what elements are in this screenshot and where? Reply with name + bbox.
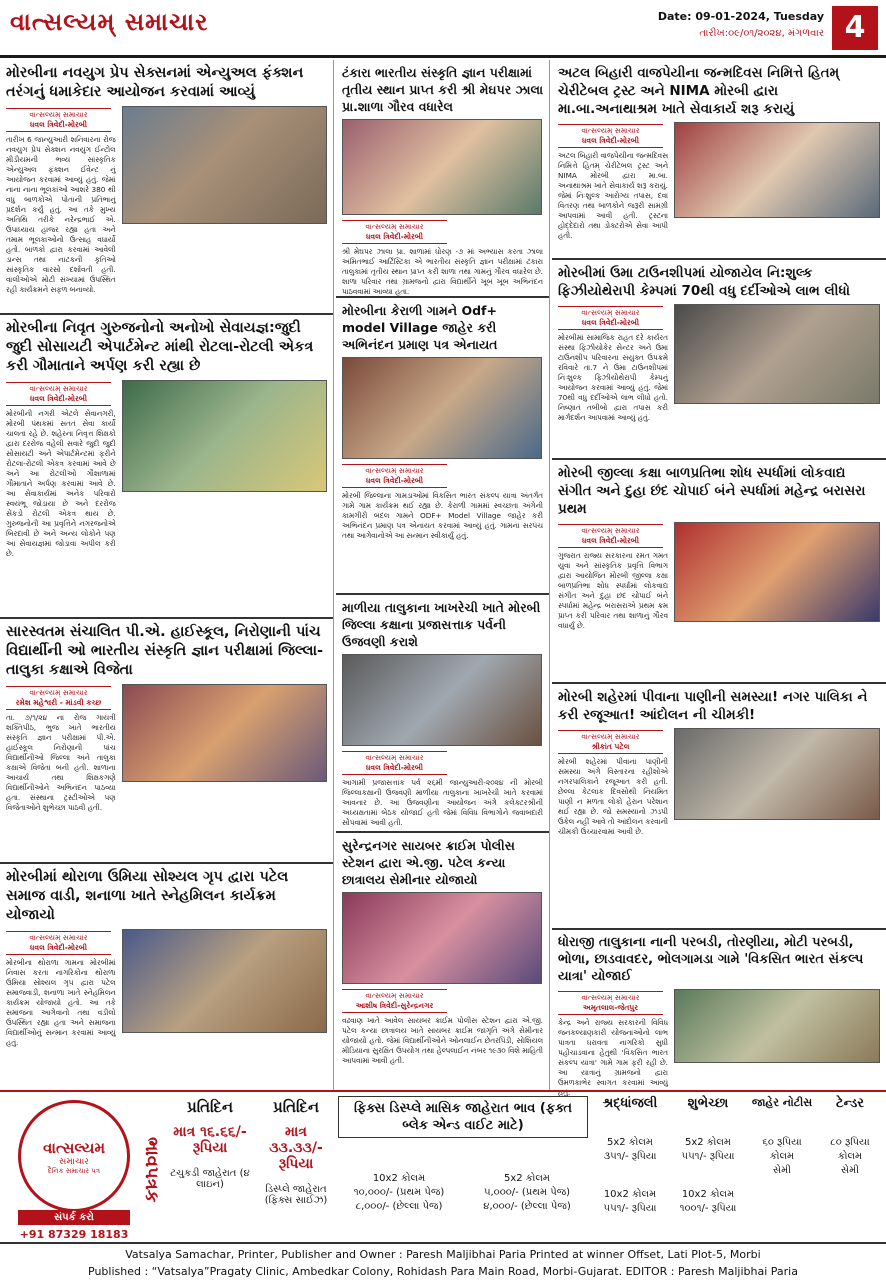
story-body: અટલ બિહારી વાજપેયીના જન્મદિવસ નિમિત્તે હિતમ્ ચેરીટેબલ ટ્રસ્ટ અને NIMA મોરબી દ્વારા મા.બા. અનાથાશ્રમ ખાતે સેવાકાર્ય શરૂ કરાયું. જેમાં નિઃશુલ્ક આરોગ્ય તપાસ, દવા વિતરણ તથા બાળકોને જરૂરી સામગ્રી આપવામાં આવી હતી. ટ્રસ્ટના હોદ્દેદારો તથા ડોક્ટરોએ સેવા આપી હતી. — [558, 151, 668, 240]
byline: વાત્સલ્યમ્ સમાચાર ધવલ ત્રિવેદી-મોરબી — [6, 108, 111, 132]
photo-student-award — [342, 119, 542, 215]
story-headline: સારસ્વતમ સંચાલિત પી.એ. હાઈસ્કૂલ, નિરોણાની પાંચ વિદ્યાર્થીની ઓ ભારતીય સંસ્કૃતિ જ્ઞાન પરીક્ષામાં જિલ્લા-તાલુકા કક્ષાએ વિજેતા — [6, 624, 324, 678]
masthead — [0, 0, 886, 58]
photo-orphanage-seva — [674, 122, 880, 218]
story-headline: ટંકારા ભારતીય સંસ્કૃતિ જ્ઞાન પરીક્ષામાં તૃતીય સ્થાન પ્રાપ્ત કરી શ્રી મેઘપર ઝાલા પ્રા.શાળા ગૌરવ વધારેલ — [342, 65, 544, 114]
column-3 — [552, 60, 886, 1097]
rate-daily-display: પ્રતિદિન માત્ર ૩૩.૩૩/- રૂપિયા ડિસ્પ્લે જાહેરાત (ફિક્સ સાઈઝ) — [264, 1098, 328, 1206]
story-headline: મોરબીમાં ઉમા ટાઉનશીપમાં યોજાયેલ નિ:શુલ્ક ફિઝીયોથેરાપી કેમ્પમાં 70થી વધુ દર્દીઓએ લાભ લીધો — [558, 265, 850, 299]
byline: વાત્સલ્યમ્ સમાચાર અમૃતલાલ-જેતપુર — [558, 991, 663, 1015]
public-notice-rate: ૬૦ રૂપિયા કોલમ સેમી — [762, 1137, 802, 1176]
story-headline: માળીયા તાલુકાના ખાખરેચી ખાતે મોરબી જિલ્લા કક્ષાના પ્રજાસત્તાક પર્વની ઉજવણી કરાશે — [342, 600, 541, 649]
shubhechha-10x2: 10x2 કોલમ ૧૦૦૧/- રૂપિયા — [679, 1189, 737, 1214]
story-body: વઢવાણ ખાતે આવેલ સાયબર ક્રાઈમ પોલીસ સ્ટેશન દ્વારા એ.જી. પટેલ કન્યા છાત્રાલય ખાતે સાયબર ક્રાઈમ જાગૃતિ અંગે સેમીનાર યોજાયો હતો. જેમાં વિદ્યાર્થીનીઓને ઓનલાઈન છેતરપિંડી, સોશિયલ મીડિયાના સુરક્ષિત ઉપયોગ તથા હેલ્પલાઈન નંબર ૧૯૩૦ વિશે માહિતી આપવામાં આવી હતી. — [342, 1016, 543, 1065]
rate-card-vertical-title: ભાવપત્રક — [141, 1137, 162, 1203]
fixed-display-title: ફિક્સ ડિસ્પ્લે માસિક જાહેરાત ભાવ (ફક્ત બ્લેક એન્ડ વાઈટ માટે) — [338, 1096, 588, 1138]
photo-students-winners — [122, 684, 327, 782]
story-body: મોરબી શહેરમાં પીવાના પાણીની સમસ્યા અંગે વિસ્તારના રહીશોએ નગરપાલિકાને રજૂઆત કરી હતી. છેલ્લા કેટલાક દિવસોથી નિયમિત પાણી ન મળતા લોકો હેરાન પરેશાન થઈ રહ્યા છે. જો સમસ્યાનો ઝડપી ઉકેલ નહીં આવે તો આંદોલન કરવાની ચીમકી ઉચ્ચારવામાં આવી છે. — [558, 757, 668, 836]
byline: વાત્સલ્યમ્ સમાચાર ધવલ ત્રિવેદી-મોરબી — [558, 524, 663, 548]
shraddhanjali-10x2: 10x2 કોલમ ૫૫૧/- રૂપિયા — [603, 1189, 657, 1214]
story-headline: મોરબીમાં થોરાળા ઉમિયા સોશ્યલ ગૃપ દ્વારા પટેલ સમાજ વાડી, શનાળા ખાતે સ્નેહમિલન કાર્યક્રમ યોજાયો — [6, 869, 289, 923]
page-number: 4 — [832, 6, 878, 50]
story-body: તારીખ 6 જાન્યુઆરી શનિવારના રોજ નવયુગ પ્રેપ સેક્શન નવયુગ ઈન્ટોલ મીડીયમની ભવ્ય સાંસ્કૃતિક એન્યુઅલ ફંક્શન ઈવેન્ટ નું આયોજન કરવામાં આવ્યું હતું. જેમાં નાના નાના ભૂલકાંઓ આશરે 380 થી વધુ બાળકોએ પોતાની પ્રતિભાનું પ્રદર્શન કર્યું હતું. આ તકે મુખ્ય અતિથિ તરીકે નરેન્દ્રભાઈ એ. ઉપાધ્યાય હાજર રહ્યા હતા અને તમામ ભૂલકાઓનો ઉત્સાહ વધાર્યો હતો. બાળકો દ્વારા કરવામાં આવેલી ડાન્સ તથા નાટકની કૃતિઓ સાંસ્કૃતિક વારસો દર્શાવતી હતી. વાલીઓએ મોટી સંખ્યામાં ઉપસ્થિત રહી કાર્યક્રમને સફળ બનાવ્યો. — [6, 135, 116, 294]
byline: વાત્સલ્યમ્ સમાચાર ધવલ ત્રિવેદી-મોરબી — [342, 464, 447, 488]
byline: વાત્સલ્યમ્ સમાચાર ધવલ ત્રિવેદી-મોરબી — [6, 382, 111, 406]
story-viksit-bharat-yatra — [552, 930, 886, 1097]
fixed-10x2: 10x2 કોલમ ૧૦,૦૦૦/- (પ્રથમ પેજ) ૮,૦૦૦/- (છેલ્લા પેજ) — [353, 1173, 445, 1212]
story-body: ગુજરાત રાજ્ય સરકારના રમત ગમત યુવા અને સાંસ્કૃતિક પ્રવૃત્તિ વિભાગ દ્વારા આયોજિત મોરબી જીલ્લા કક્ષા બાળપ્રતિભા શોધ સ્પર્ધામાં લોકવાદ્ય સંગીત અને દુહા છંદ ચોપાઈ બંને સ્પર્ધામાં મહેન્દ્ર બરાસરાએ પ્રથમ ક્રમ પ્રાપ્ત કરી પરિવાર તથા શાળાનું ગૌરવ વધાર્યું છે. — [558, 551, 668, 630]
story-body: મોરબી જિલ્લાના ગામડાઓમાં વિકસિત ભારત સંકલ્પ યાત્રા અંતર્ગત ગામે ગામ કાર્યક્રમ થઈ રહ્યા છે. કેરાળી ગામમાં સ્વચ્છતા અંગેની કામગીરી બદલ ગામને ODF+ Model Village જાહેર કરી અભિનંદન પ્રમાણ પત્ર એનાયત કરવામાં આવ્યું હતું. ગામના સરપંચ તથા આગેવાનોએ આ સન્માન સ્વીકાર્યું હતું. — [342, 491, 543, 540]
shubhechha-5x2: 5x2 કોલમ ૫૫૧/- રૂપિયા — [681, 1137, 735, 1162]
story-retired-teachers — [0, 315, 333, 619]
fixed-5x2: 5x2 કોલમ ૫,૦૦૦/- (પ્રથમ પેજ) ૪,૦૦૦/- (છેલ્લા પેજ) — [483, 1173, 571, 1212]
imprint-line-2: Published : “Vatsalya”Pragaty Clinic, Ambedkar Colony, Rohidash Para Main Road, Morbi-Gujarat. EDITOR : Paresh Maljibhai Paria — [88, 1265, 798, 1278]
contact-phone: +91 87329 18183 — [19, 1228, 129, 1241]
story-body: મોરબીની નગરી એટલે સેવાનગરી, મોરબી પંથકમાં સતત સેવા કાર્યો ચાલતા રહે છે. શહેરના નિવૃત્ત શિક્ષકો દ્વારા દરરોજ વહેલી સવારે જુદી જુદી સોસાયટી અને એપાર્ટમેન્ટમાં ફરીને રોટલા-રોટલી એકત્ર કરવામાં આવે છે અને આ રોટલીઓ ગૌશાળામાં ગૌમાતાને અર્પણ કરવામાં આવે છે. આ સેવાકાર્યમાં અનેક પરિવારો સ્વયંભૂ જોડાયા છે અને દરરોજ સેંકડો રોટલી એકત્ર થાય છે. ગુરુજનોની આ પ્રવૃત્તિને નગરજનોએ બિરદાવી છે અને અન્ય લોકોને પણ આ સેવાયજ્ઞમાં જોડાવા અપીલ કરી છે. — [6, 409, 116, 558]
photo-certificate-ceremony — [342, 357, 542, 459]
story-body: તા. ૭/૧/૨૪ ના રોજ ગાયત્રી શક્તિપીઠ, ભુજ ખાતે ભારતીય સંસ્કૃતિ જ્ઞાન પરીક્ષામાં પી.એ. હાઈસ્કૂલ નિરોણાની પાંચ વિદ્યાર્થીનીઓ જિલ્લા અને તાલુકા કક્ષાએ વિજેતા બની હતી. શાળાના આચાર્ય તથા શિક્ષકગણે વિદ્યાર્થીનીઓને અભિનંદન પાઠવ્યા હતા. સંસ્થાના ટ્રસ્ટીઓએ પણ વિજેતાઓને શુભેચ્છા પાઠવી હતી. — [6, 713, 116, 812]
story-bal-pratibha — [552, 460, 886, 684]
byline: વાત્સલ્યમ્ સમાચાર ધવલ ત્રિવેદી-મોરબી — [342, 751, 447, 775]
public-notice-title: જાહેર નોટીસ — [751, 1096, 813, 1109]
rate-daily-classified: પ્રતિદિન માત્ર ૧૬.૬૬/- રૂપિયા ટચુકડી જાહેરાત (૪ લાઇન) — [170, 1098, 250, 1190]
story-headline: મોરબી શહેરમાં પીવાના પાણીની સમસ્યા! નગર પાલિકા ને કરી રજૂઆત! આંદોલન ની ચીમકી! — [558, 689, 868, 723]
shraddhanjali-5x2: 5x2 કોલમ ૩૫૧/- રૂપિયા — [603, 1137, 657, 1162]
byline: વાત્સલ્યમ્ સમાચાર શ્રીકાંત પટેલ — [558, 730, 663, 754]
date-gujarati: તારીખ:૦૯/૦૧/૨૦૨૪, મંગળવાર — [699, 28, 824, 39]
story-body: શ્રી મેઘપર ઝાલા પ્રા. શાળામાં ધોરણ -૭ માં અભ્યાસ કરતા ઝાલા અમિતભાઈ આર્ટિસ્ટિકા એ ભારતીય સંસ્કૃતિ જ્ઞાન પરીક્ષામાં ટંકારા તાલુકામાં તૃતીય સ્થાન પ્રાપ્ત કરી શાળા તથા ગામનું ગૌરવ વધારેલ છે. શાળા પરિવાર તથા ગ્રામજનો દ્વારા વિદ્યાર્થીને ખૂબ ખૂબ અભિનંદન પાઠવવામાં આવ્યા હતા. — [342, 247, 543, 296]
story-headline: મોરબી જીલ્લા કક્ષા બાળપ્રતિભા શોધ સ્પર્ધામાં લોકવાદ્ય સંગીત અને દુહા છંદ ચોપાઈ બંને સ્પર્ધામાં મહેન્દ્ર બરાસરા પ્રથમ — [558, 465, 866, 517]
date-english: Date: 09-01-2024, Tuesday — [657, 10, 824, 23]
tender-rate: ૮૦ રૂપિયા કોલમ સેમી — [830, 1137, 870, 1176]
tender-title: ટેન્ડર — [836, 1096, 864, 1111]
story-meghpar-school — [336, 60, 549, 298]
shubhechha-title: શુભેચ્છા — [687, 1096, 729, 1111]
story-saraswatam-school — [0, 619, 333, 864]
byline: વાત્સલ્યમ્ સમાચાર ધવલ ત્રિવેદી-મોરબી — [342, 220, 447, 244]
rate-card — [0, 1090, 886, 1240]
byline: વાત્સલ્યમ્ સમાચાર આશીષ ત્રિવેદી-સુરેન્દ્રનગર — [342, 989, 447, 1013]
imprint-footer — [0, 1242, 886, 1280]
story-navyug-function — [0, 60, 333, 315]
story-headline: મોરબીના નિવૃત ગુરુજનોનો અનોખો સેવાયજ્ઞ:જુદી જુદી સોસાયટી એપાર્ટમેન્ટ માંથી રોટલા-રોટલી એકત્ર કરી ગૌમાતાને અર્પણ કરી રહ્યા છે — [6, 320, 314, 374]
photo-auto-rickshaw — [122, 380, 327, 492]
story-headline: અટલ બિહારી વાજપેયીના જન્મદિવસ નિમિત્તે હિતમ્ ચેરીટેબલ ટ્રસ્ટ અને NIMA મોરબી દ્વારા મા.બા.અનાથાશ્રમ ખાતે સેવાકાર્ય શરૂ કરાયું — [558, 65, 840, 117]
byline: વાત્સલ્યમ્ સમાચાર ધવલ ત્રિવેદી-મોરબી — [558, 306, 663, 330]
photo-children-performance — [122, 106, 327, 224]
newspaper-logo: વાત્સલ્યમ્ સમાચાર — [10, 8, 209, 36]
story-headline: ધોરાજી તાલુકાના નાની પરબડી, તોરણીયા, મોટી પરબડી, ભોળા, છાડવાવદર, ભોલગામડા ગામે 'વિકસિત ભારત સંકલ્પ યાત્રા' યોજાઈ — [558, 935, 864, 984]
photo-camp-group — [674, 304, 880, 404]
story-water-problem — [552, 684, 886, 930]
imprint-line-1: Vatsalya Samachar, Printer, Publisher and Owner : Paresh Maljibhai Paria Printed at winner Offset, Lati Plot-5, Morbi — [125, 1248, 761, 1261]
photo-village-gathering — [674, 989, 880, 1063]
column-2 — [336, 60, 550, 1090]
shraddhanjali-title: શ્રદ્ધાંજલી — [602, 1096, 658, 1111]
story-atal-bihari-seva — [552, 60, 886, 260]
story-body: મોરબીના થોરાળા ગામના મોરબીમાં નિવાસ કરતા નાગરિકોના થોરાળા ઉમિયા સોશ્યલ ગૃપ દ્વારા પટેલ સમાજવાડી, શનાળા ખાતે સ્નેહમિલન કાર્યક્રમ યોજાયો હતો. આ તકે સમાજના આગેવાનો તથા વડીલો ઉપસ્થિત રહ્યા હતા અને સમાજના વિદ્યાર્થીઓનું સન્માન કરવામાં આવ્યું હતું. — [6, 958, 116, 1047]
story-headline: મોરબીના નવયુગ પ્રેપ સેક્સનમાં એન્યુઅલ ફંક્શન તરંગનું ધમાકેદાર આયોજન કરવામાં આવ્યું — [6, 65, 304, 100]
byline: વાત્સલ્યમ્ સમાચાર રમેશ મહેશ્વરી - માંડવી કચ્છ — [6, 686, 111, 710]
story-body: આગામી પ્રજાસત્તાક પર્વ ૨૬મી જાન્યુઆરી-૨૦૨૪ ની મોરબી જિલ્લાકક્ષાની ઉજવણી માળીયા તાલુકાના ખાખરેચી ખાતે કરવામાં આવનાર છે. આ ઉજવણીના આયોજન અંગે કલેક્ટરશ્રીની અધ્યક્ષતામાં બેઠક યોજાઈ હતી જેમાં વિવિધ વિભાગોને જવાબદારી સોંપવામાં આવી હતી. — [342, 778, 543, 827]
contact-label: સંપર્ક કરો — [18, 1210, 130, 1225]
photo-petition-officials — [674, 728, 880, 820]
byline: વાત્સલ્યમ્ સમાચાર ધવલ ત્રિવેદી-મોરબી — [558, 124, 663, 148]
column-1 — [0, 60, 334, 1090]
story-khakhrechi-republic-day — [336, 595, 549, 833]
story-physiotherapy-camp — [552, 260, 886, 460]
byline: વાત્સલ્યમ્ સમાચાર ધવલ ત્રિવેદી-મોરબી — [6, 931, 111, 955]
brand-badge: વાત્સલ્યમ સમાચાર દૈનિક સમાચાર પત્ર — [18, 1100, 130, 1212]
photo-meeting-hall — [342, 654, 542, 746]
story-umiya-social-group — [0, 864, 333, 1078]
story-headline: મોરબીના કેરાળી ગામને Odf+ model Village જાહેર કરી અભિનંદન પ્રમાણ પત્ર એનાયત — [342, 303, 498, 352]
photo-seminar-audience — [342, 892, 542, 984]
story-headline: સુરેન્દ્રનગર સાયબર ક્રાઈમ પોલીસ સ્ટેશન દ્વારા એ.જી. પટેલ કન્યા છાત્રાલય સેમીનાર યોજાયો — [342, 838, 515, 887]
story-kerali-village — [336, 298, 549, 595]
story-body: મોરબીમાં સામાજિક રાહત દરે કાર્યરત સંસ્થા ફિઝીયોકેર સેન્ટર અને ઉમા ટાઉનશીપ પરિવારના સંયુક્ત ઉપક્રમે રવિવારે તા.7 ને ઉમા ટાઉનશીપમાં નિઃશુલ્ક ફિઝીયોથેરાપી કેમ્પનું આયોજન કરવામાં આવ્યું હતું. જેમાં 70થી વધુ દર્દીઓએ લાભ લીધો હતો. નિષ્ણાત તબીબો દ્વારા તપાસ કરી માર્ગદર્શન આપવામાં આવ્યું હતું. — [558, 333, 668, 422]
photo-folk-music-performer — [674, 522, 880, 622]
photo-sneh-milan — [122, 929, 327, 1033]
story-body: કેન્દ્ર અને રાજ્ય સરકારની વિવિધ જનકલ્યાણકારી યોજનાઓનો લાભ પાત્રતા ધરાવતા નાગરિકો સુધી પહોંચાડવાના હેતુથી 'વિકસિત ભારત સંકલ્પ યાત્રા' ગામે ગામ ફરી રહી છે. આ યાત્રાનું ગ્રામજનો દ્વારા ઉમળકાભેર સ્વાગત કરવામાં આવ્યું હતું. — [558, 1018, 668, 1097]
story-cyber-crime-seminar — [336, 833, 549, 1088]
